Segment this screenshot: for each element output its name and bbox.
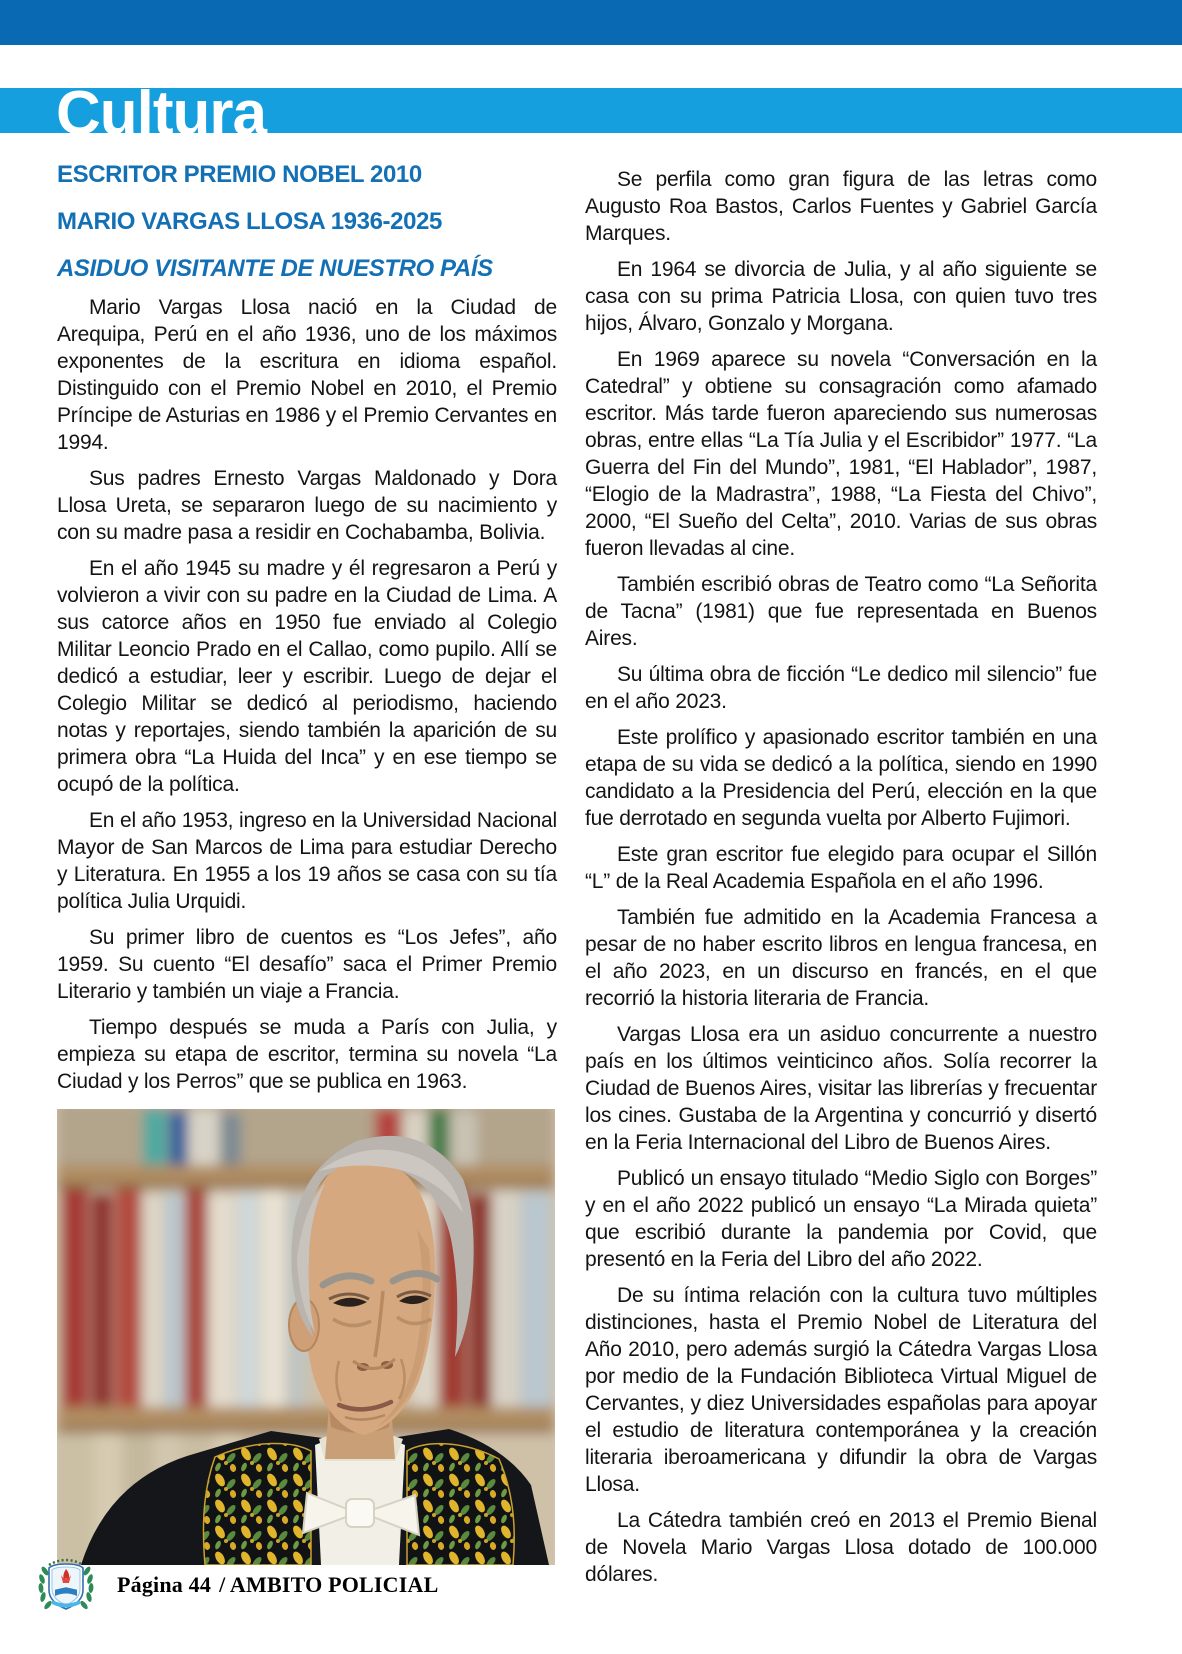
paragraph: De su íntima relación con la cultura tuvo múltiples distinciones, hasta el Premio Nobel de Literatura del Año 2010, pero además surgió la Cátedra Vargas Llosa por medio de la Fundación Biblioteca Virtual Miguel de Cervantes, y diez Universidades españolas para apoyar el estudio de literatura contemporánea y la creación literaria iberoamericana y difundir la obra de Vargas Llosa. (585, 1284, 1097, 1496)
paragraph: Su primer libro de cuentos es “Los Jefes”, año 1959. Su cuento “El desafío” saca el Primer Premio Literario y también un viaje a Francia. (57, 926, 557, 1003)
paragraph: En 1969 aparece su novela “Conversación en la Catedral” y obtiene su consagración como afamado escritor. Más tarde fueron apareciendo sus numerosas obras, entre ellas “La Tía Julia y el Escribidor” 1977. “La Guerra del Fin del Mundo”, 1981, “El Hablador”, 1987, “Elogio de la Madrastra”, 1988, “La Fiesta del Chivo”, 2000, “El Sueño del Celta”, 2010. Varias de sus obras fueron llevadas al cine. (585, 348, 1097, 560)
paragraph: Sus padres Ernesto Vargas Maldonado y Dora Llosa Ureta, se separaron luego de su nacimiento y con su madre pasa a residir en Cochabamba, Bolivia. (57, 467, 557, 544)
paragraph: Tiempo después se muda a París con Julia, y empieza su etapa de escritor, termina su novela “La Ciudad y los Perros” que se publica en 1963. (57, 1016, 557, 1093)
paragraph: También fue admitido en la Academia Francesa a pesar de no haber escrito libros en lengua francesa, en el año 2023, en un discurso en francés, en el que recorrió la historia literaria de Francia. (585, 906, 1097, 1010)
paragraph: Su última obra de ficción “Le dedico mil silencio” fue en el año 2023. (585, 663, 1097, 713)
crest-logo (35, 1555, 97, 1615)
left-column (57, 162, 557, 1565)
paragraph: Se perfila como gran figura de las letras como Augusto Roa Bastos, Carlos Fuentes y Gabriel García Marques. (585, 168, 1097, 245)
footer-text (117, 1572, 438, 1598)
footer (35, 1554, 438, 1616)
right-column (585, 166, 1097, 1597)
article-title: MARIO VARGAS LLOSA 1936-2025 (57, 208, 442, 235)
portrait-photo (57, 1109, 555, 1565)
left-paragraphs (57, 294, 557, 1095)
page-number: Página 44 (117, 1572, 212, 1597)
paragraph: En el año 1945 su madre y él regresaron a Perú y volvieron a vivir con su padre en la Ciudad de Lima. A sus catorce años en 1950 fue enviado al Colegio Militar Leoncio Prado en el Callao, como pupilo. Allí se dedicó a estudiar, leer y escribir. Luego de dejar el Colegio Militar se dedicó al periodismo, haciendo notas y reportajes, siendo también la aparición de su primera obra “La Huida del Inca” y en ese tiempo se ocupó de la política. (57, 557, 557, 796)
paragraph: También escribió obras de Teatro como “La Señorita de Tacna” (1981) que fue representada en Buenos Aires. (585, 573, 1097, 650)
paragraph: Vargas Llosa era un asiduo concurrente a nuestro país en los últimos veinticinco años. Solía recorrer la Ciudad de Buenos Aires, visitar las librerías y frecuentar los cines. Gustaba de la Argentina y concurrió y disertó en la Feria Internacional del Libro de Buenos Aires. (585, 1023, 1097, 1154)
right-paragraphs (585, 166, 1097, 1588)
paragraph: En 1964 se divorcia de Julia, y al año siguiente se casa con su prima Patricia Llosa, con quien tuvo tres hijos, Álvaro, Gonzalo y Morgana. (585, 258, 1097, 335)
article-subtitle: ASIDUO VISITANTE DE NUESTRO PAÍS (57, 255, 493, 282)
paragraph: Mario Vargas Llosa nació en la Ciudad de Arequipa, Perú en el año 1936, uno de los máximos exponentes de la escritura en idioma español. Distinguido con el Premio Nobel en 2010, el Premio Príncipe de Asturias en 1986 y el Premio Cervantes en 1994. (57, 296, 557, 454)
section-title: Cultura (56, 79, 266, 148)
paragraph: En el año 1953, ingreso en la Universidad Nacional Mayor de San Marcos de Lima para estudiar Derecho y Literatura. En 1955 a los 19 años se casa con su tía política Julia Urquidi. (57, 809, 557, 913)
article-kicker: ESCRITOR PREMIO NOBEL 2010 (57, 161, 422, 188)
paragraph: Este gran escritor fue elegido para ocupar el Sillón “L” de la Real Academia Española en el año 1996. (585, 843, 1097, 893)
footer-separator: / (219, 1572, 226, 1597)
paragraph: Este prolífico y apasionado escritor también en una etapa de su vida se dedicó a la política, siendo en 1990 candidato a la Presidencia del Perú, elección en la que fue derrotado en segunda vuelta por Alberto Fujimori. (585, 726, 1097, 830)
paragraph: La Cátedra también creó en 2013 el Premio Bienal de Novela Mario Vargas Llosa dotado de 100.000 dólares. (585, 1509, 1097, 1586)
paragraph: Publicó un ensayo titulado “Medio Siglo con Borges” y en el año 2022 publicó un ensayo “La Mirada quieta” que escribió durante la pandemia por Covid, que presentó en la Feria del Libro del año 2022. (585, 1167, 1097, 1271)
portrait-illustration (57, 1109, 555, 1565)
top-bar (0, 0, 1182, 45)
magazine-name: AMBITO POLICIAL (229, 1572, 439, 1597)
